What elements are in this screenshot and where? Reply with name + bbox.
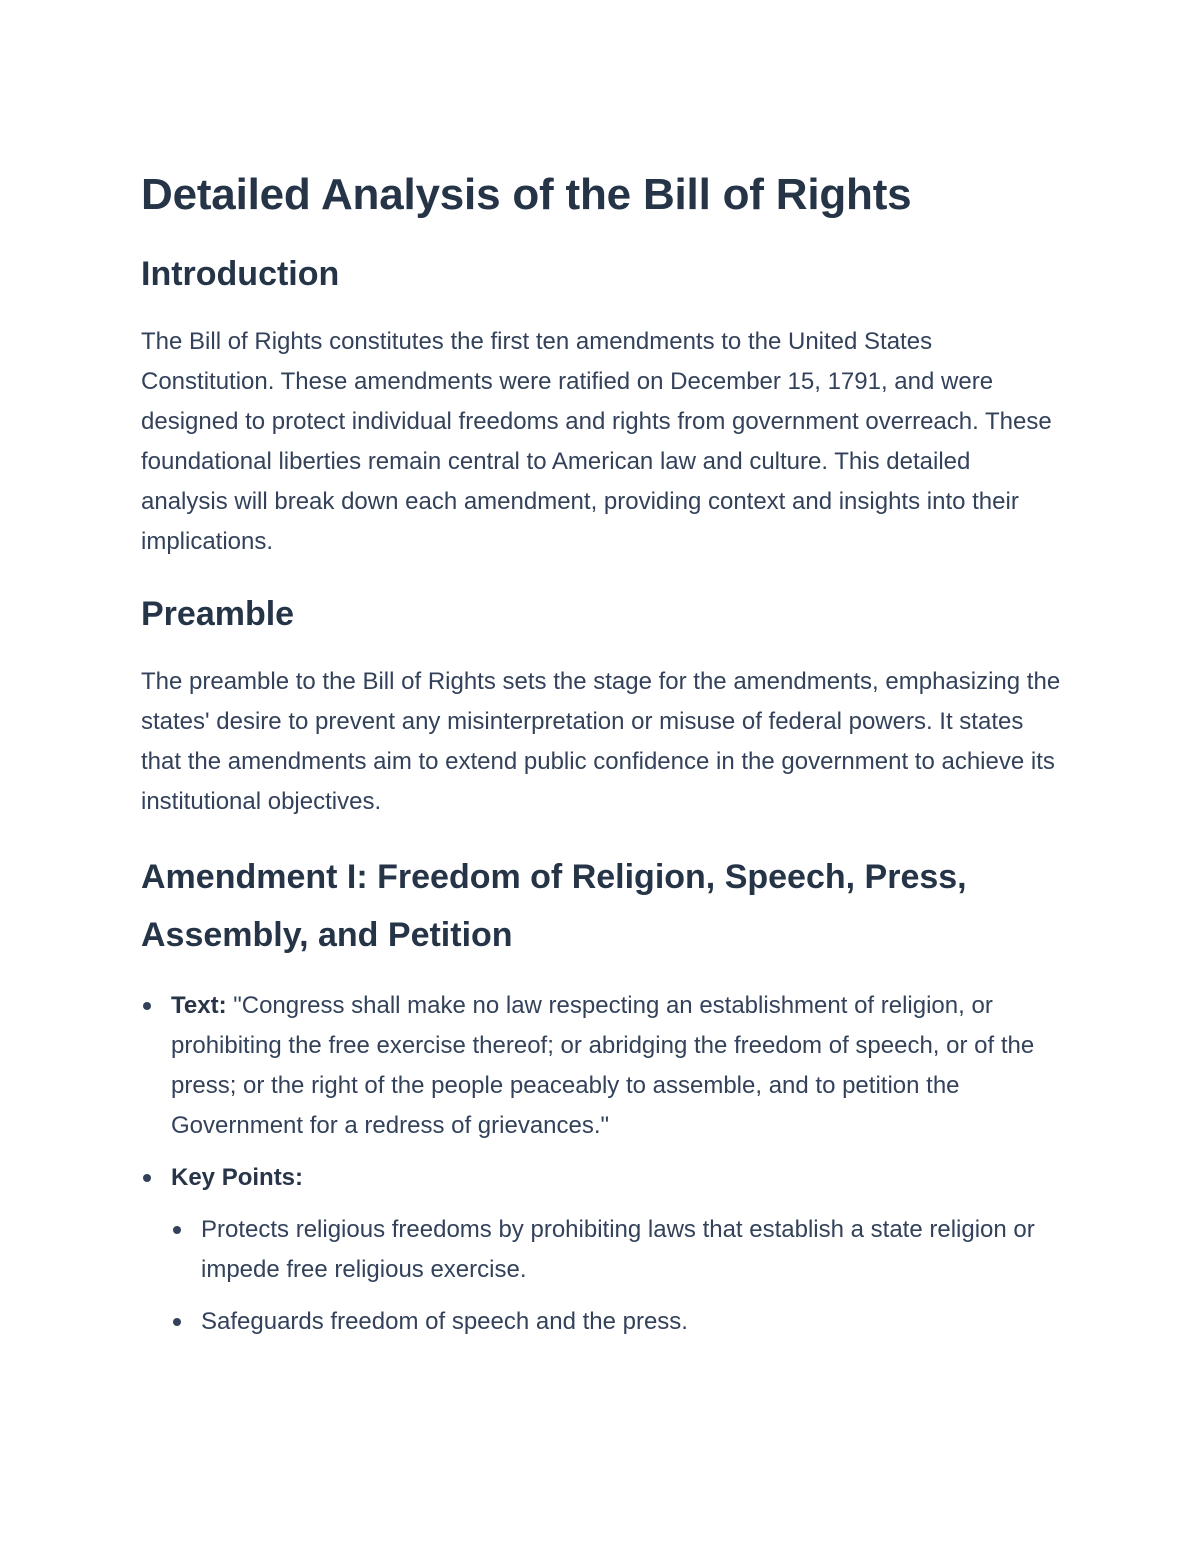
list-item (141, 986, 1061, 1146)
preamble-paragraph: The preamble to the Bill of Rights sets the stage for the amendments, emphasizing the states' desire to prevent any misinterpretation or misuse of federal powers. It states that the amendments aim to extend public confidence in the government to achieve its institutional objectives. (141, 668, 1061, 815)
list-item (141, 1158, 1061, 1342)
introduction-paragraph: The Bill of Rights constitutes the first ten amendments to the United States Constitution. These amendments were ratified on December 15, 1791, and were designed to protect individual freedoms and rights from government overreach. These foundational liberties remain central to American law and culture. This detailed analysis will break down each amendment, providing context and insights into their implications. (141, 328, 1052, 555)
key-points-label: Key Points: (171, 1164, 304, 1191)
bullet-icon (143, 1174, 151, 1182)
bullet-icon (173, 1226, 181, 1234)
list-item (171, 1302, 1061, 1342)
bullet-icon (143, 1002, 151, 1010)
document-title: Detailed Analysis of the Bill of Rights (141, 170, 912, 219)
bullet-icon (173, 1318, 181, 1326)
amendment-text: "Congress shall make no law respecting an establishment of religion, or prohibiting the free exercise thereof; or abridging the freedom of speech, or of the press; or the right of the people peaceably to assemble, and to petition the Government for a redress of grievances." (171, 992, 1035, 1139)
document-page (141, 165, 1061, 1354)
key-point-text: Protects religious freedoms by prohibiting laws that establish a state religion or impede free religious exercise. (201, 1216, 1035, 1283)
amendment-1-list (141, 986, 1061, 1342)
preamble-heading: Preamble (141, 595, 295, 633)
list-item (171, 1210, 1061, 1290)
amendment-1-heading: Amendment I: Freedom of Religion, Speech, Press, Assembly, and Petition (141, 858, 967, 954)
introduction-heading: Introduction (141, 255, 340, 293)
text-label: Text: (171, 992, 227, 1019)
key-point-text: Safeguards freedom of speech and the press. (201, 1308, 688, 1335)
key-points-list (171, 1210, 1061, 1342)
